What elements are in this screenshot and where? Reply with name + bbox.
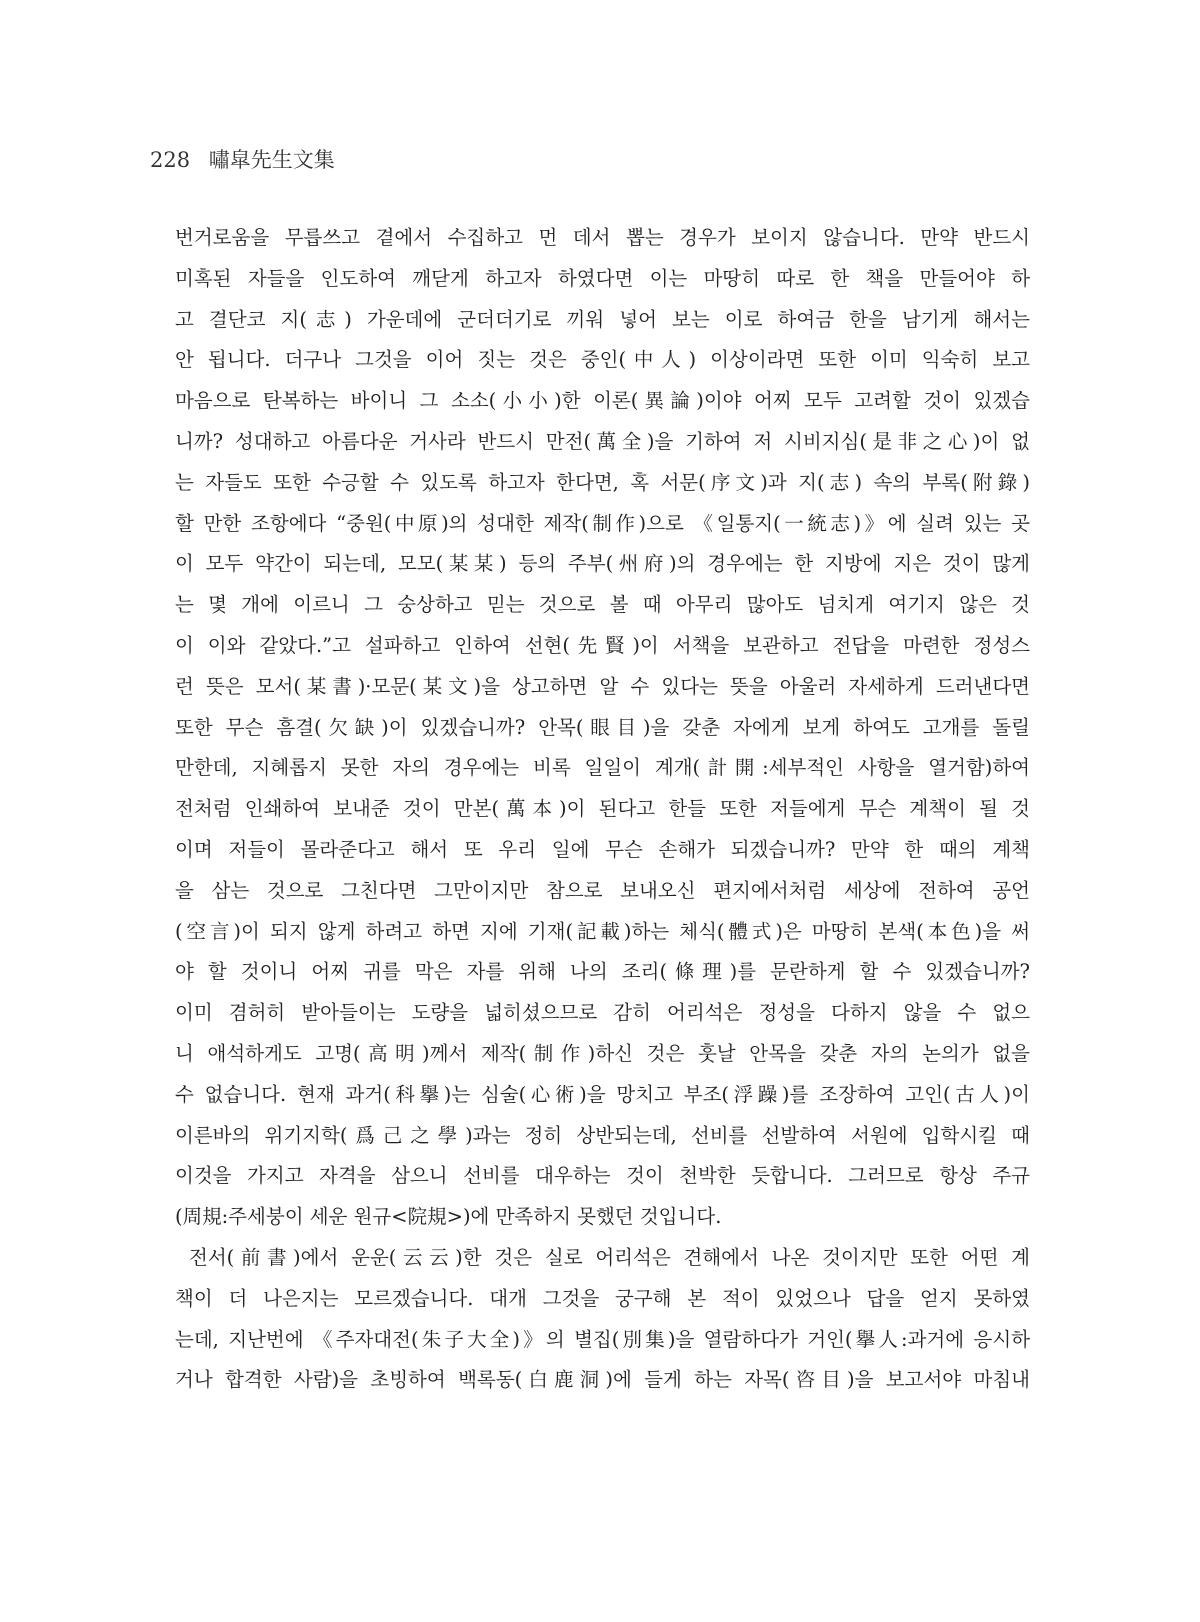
- text-line: 또한 무슨 흠결(欠缺)이 있겠습니까? 안목(眼目)을 갖춘 자에게 보게 하여도 고개를 돌릴: [175, 715, 1030, 739]
- text-line: 니까? 성대하고 아름다운 거사라 반드시 만전(萬全)을 기하여 저 시비지심(是非之心)이 없: [175, 429, 1030, 453]
- text-line: 이것을 가지고 자격을 삼으니 선비를 대우하는 것이 천박한 듯합니다. 그러므로 항상 주규: [175, 1164, 1030, 1188]
- text-line: 을 삼는 것으로 그친다면 그만이지만 참으로 보내오신 편지에서처럼 세상에 전하여 공언: [175, 878, 1030, 902]
- text-line: 는 몇 개에 이르니 그 숭상하고 믿는 것으로 볼 때 아무리 많아도 넘치게 여기지 않은 것: [175, 593, 1030, 617]
- text-line: 런 뜻은 모서(某書)·모문(某文)을 상고하면 알 수 있다는 뜻을 아울러 자세하게 드러낸다면: [175, 674, 1030, 698]
- text-line: 이 이와 같았다.”고 설파하고 인하여 선현(先賢)이 서책을 보관하고 전답을 마련한 정성스: [175, 633, 1030, 657]
- text-line: 전처럼 인쇄하여 보내준 것이 만본(萬本)이 된다고 한들 또한 저들에게 무슨 계책이 될 것: [175, 797, 1030, 821]
- text-line: 안 됩니다. 더구나 그것을 이어 짓는 것은 중인(中人) 이상이라면 또한 이미 익숙히 보고: [175, 348, 1030, 372]
- text-line: (空言)이 되지 않게 하려고 하면 지에 기재(記載)하는 체식(體式)은 마땅히 본색(本色)을 써: [175, 919, 1030, 943]
- paragraph-start-line: 전서(前書)에서 운운(云云)한 것은 실로 어리석은 견해에서 나온 것이지만 또한 어떤 계: [189, 1245, 1030, 1269]
- text-line: 는 자들도 또한 수긍할 수 있도록 하고자 한다면, 혹 서문(序文)과 지(志) 속의 부록(附錄): [175, 470, 1030, 494]
- text-line: 거나 합격한 사람)을 초빙하여 백록동(白鹿洞)에 들게 하는 자목(咨目)을 보고서야 마침내: [175, 1368, 1030, 1392]
- text-line: 이 모두 약간이 되는데, 모모(某某) 등의 주부(州府)의 경우에는 한 지방에 지은 것이 많게: [175, 552, 1030, 576]
- text-line: 미혹된 자들을 인도하여 깨닫게 하고자 하였다면 이는 마땅히 따로 한 책을 만들어야 하: [175, 266, 1030, 290]
- running-head: [150, 145, 335, 175]
- text-line: 니 애석하게도 고명(高明)께서 제작(制作)하신 것은 훗날 안목을 갖춘 자의 논의가 없을: [175, 1041, 1030, 1065]
- text-line: 이며 저들이 몰라준다고 해서 또 우리 일에 무슨 손해가 되겠습니까? 만약 한 때의 계책: [175, 837, 1030, 861]
- text-line: 이른바의 위기지학(爲己之學)과는 정히 상반되는데, 선비를 선발하여 서원에 입학시킬 때: [175, 1123, 1030, 1147]
- text-line: 고 결단코 지(志) 가운데에 군더더기로 끼워 넣어 보는 이로 하여금 한을 남기게 해서는: [175, 307, 1030, 331]
- text-line: 수 없습니다. 현재 과거(科擧)는 심술(心術)을 망치고 부조(浮躁)를 조장하여 고인(古人)이: [175, 1082, 1030, 1106]
- text-line: 이미 겸허히 받아들이는 도량을 넓히셨으므로 감히 어리석은 정성을 다하지 않을 수 없으: [175, 1001, 1030, 1025]
- text-line: 만한데, 지혜롭지 못한 자의 경우에는 비록 일일이 계개(計開:세부적인 사항을 열거함)하여: [175, 756, 1030, 780]
- text-line: 번거로움을 무릅쓰고 곁에서 수집하고 먼 데서 뽑는 경우가 보이지 않습니다. 만약 반드시: [175, 226, 1030, 249]
- book-title: 嘯皐先生文集: [208, 148, 335, 172]
- text-line: 는데, 지난번에 《주자대전(朱子大全)》의 별집(別集)을 열람하다가 거인(擧人:과거에 응시하: [175, 1327, 1030, 1351]
- text-line: 할 만한 조항에다 “중원(中原)의 성대한 제작(制作)으로 《일통지(一統志)》에 실려 있는 곳: [175, 511, 1030, 535]
- text-line: 야 할 것이니 어찌 귀를 막은 자를 위해 나의 조리(條理)를 문란하게 할 수 있겠습니까?: [175, 960, 1030, 984]
- body-text: [175, 218, 1030, 1401]
- text-line: 책이 더 나은지는 모르겠습니다. 대개 그것을 궁구해 본 적이 있었으나 답을 얻지 못하였: [175, 1286, 1030, 1310]
- page-number: 228: [150, 148, 191, 172]
- text-line: (周規:주세붕이 세운 원규<院規>)에 만족하지 못했던 것입니다.: [175, 1205, 722, 1229]
- text-line: 마음으로 탄복하는 바이니 그 소소(小小)한 이론(異論)이야 어찌 모두 고려할 것이 있겠습: [175, 389, 1030, 413]
